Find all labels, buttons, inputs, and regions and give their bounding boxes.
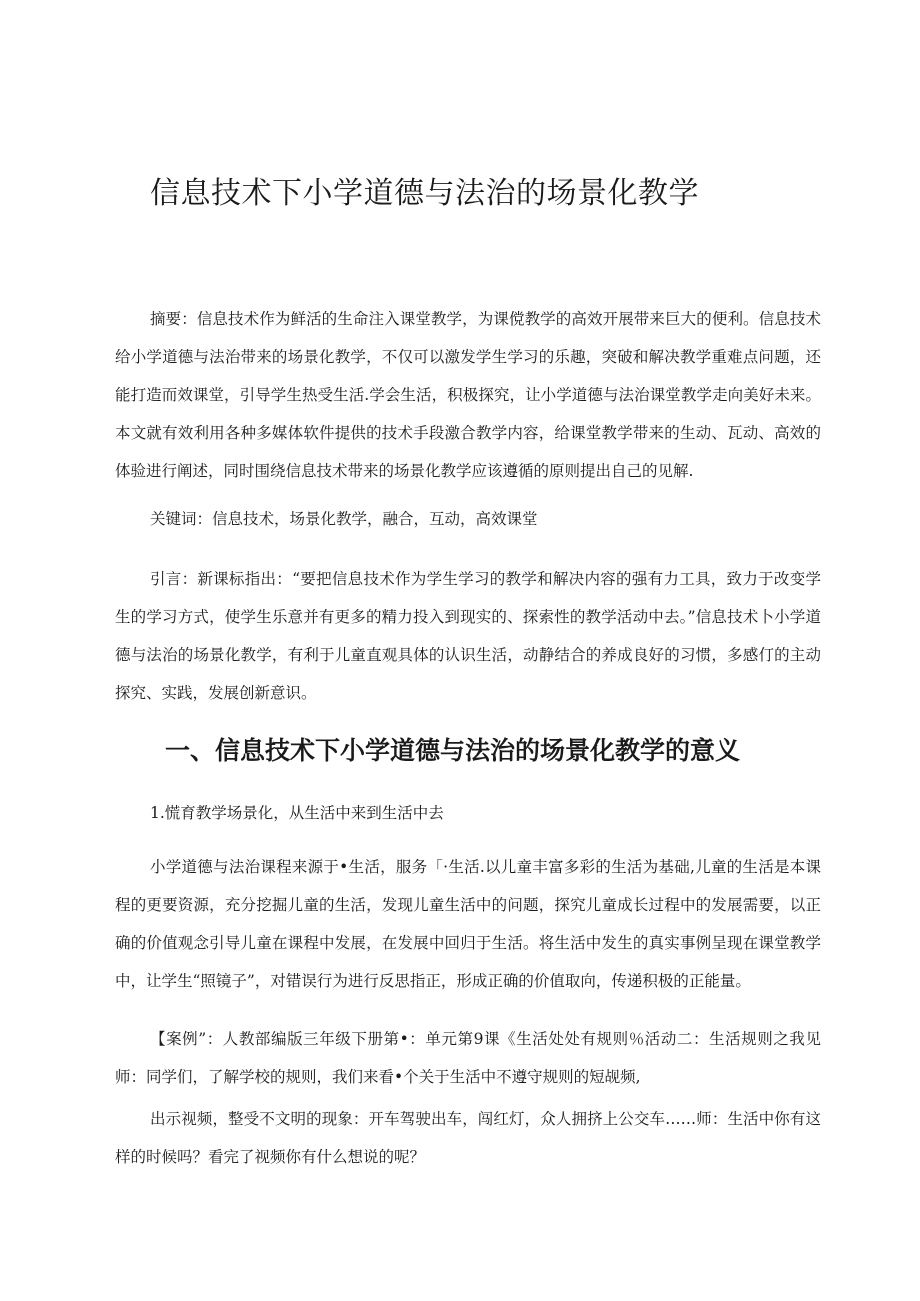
keywords-line: 关键词：信息技术，场景化教学，融合，互动，高效课堂 [150,510,538,528]
intro-paragraph: 引言：新课标指出：“要把信息技术作为学生学习的教学和解决内容的强有力工具，致力于改变学生的学习方式，使学生乐意并有更多的精力投入到现实的、探索性的教学活动中去。”信息技术卜小学道德与法治的场景化教学，有利于儿童直观具体的认识生活，动静结合的养成良好的习惯，多感仃的主动探究、实践，发展创新意识。 [115,570,821,702]
body-paragraph: 小学道德与法治课程来源于•生活，服务「·生活.以儿童丰富多彩的生活为基础,儿童的生活是本课程的更要资源，充分挖掘儿童的生活，发现儿童生活中的问题，探究儿童成长过程中的发展需要，以正确的价值观念引导儿童在课程中发展，在发展中回归于生活。将生活中发生的真实事例呈现在课堂教学中，让学生“照镜子”，对错误行为进行反思指正，形成正确的价值取向，传递积极的正能量。 [115,858,821,990]
document-title: 信息技术下小学道德与法治的场景化教学 [150,176,699,211]
video-paragraph: 出示视频，整受不文明的现象：开车驾驶出车，闯红灯，众人拥挤上公交车……师：生活中你有这样的时候吗？看完了视频你有什么想说的呢？ [115,1110,821,1166]
subsection-heading: 1.慌育教学场景化，从生活中来到生活中去 [150,804,444,822]
case-paragraph: 【案例”：人教部编版三年级下册第•：单元第9课《生活处处有规则％活动二：生活规则之我见师：同学们，了解学校的规则，我们来看•个关于生活中不遵守规则的短觇频, [115,1030,821,1086]
abstract-paragraph: 摘要：信息技术作为鲜活的生命注入课堂教学，为课傥教学的高效开展带来巨大的便利。信息技术给小学道德与法治带来的场景化教学，不仅可以激发学生学习的乐趣，突破和解决教学重难点问题，还能打造而效课堂，引导学生热受生活.学会生活，积极探究，让小学道德与法治课堂教学走向美好未来。本文就有效利用各种多媒体软件提供的技术手段激合教学内容，给课堂教学带来的生动、瓦动、高效的体验进行阐述，同时围绕信息技术带来的场景化教学应该遵循的原则提出自己的见解. [115,310,821,480]
section-heading: 一、信息技术下小学道德与法治的场景化教学的意义 [165,736,741,765]
